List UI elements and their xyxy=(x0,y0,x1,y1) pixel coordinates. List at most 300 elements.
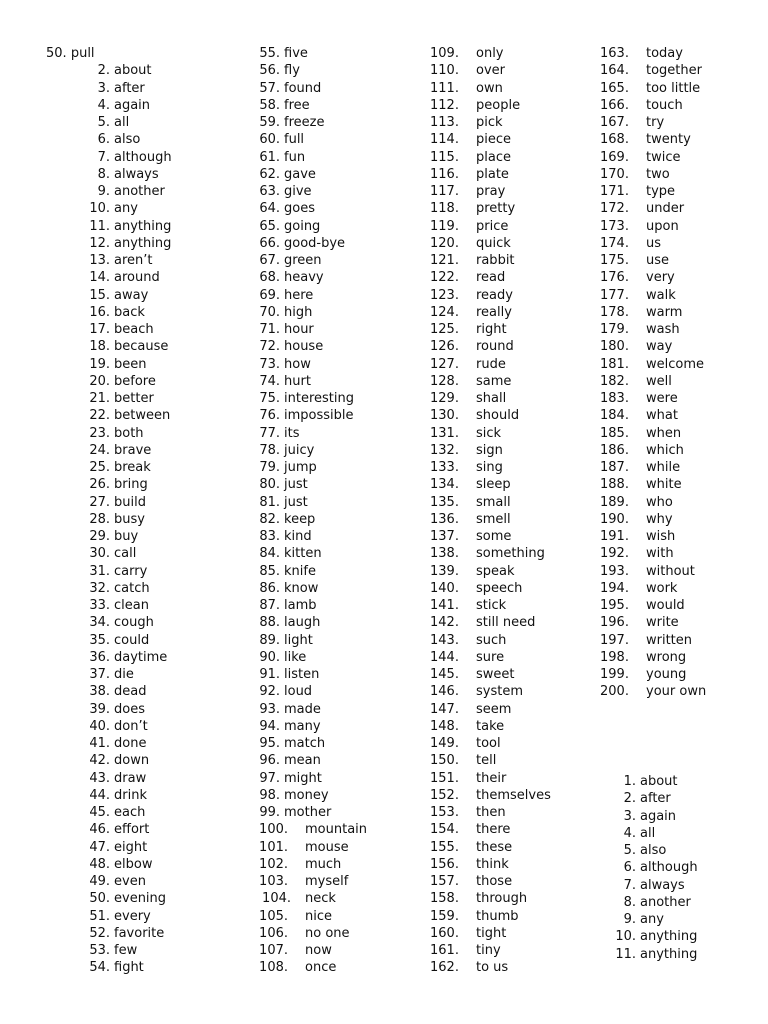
item-word: something xyxy=(476,546,545,562)
list-item xyxy=(240,131,367,148)
list-item xyxy=(240,321,367,338)
list-item xyxy=(240,890,367,907)
list-item xyxy=(590,773,698,790)
list-item xyxy=(420,476,551,493)
item-word: gave xyxy=(284,166,316,182)
item-word: build xyxy=(114,494,146,510)
item-word: made xyxy=(284,701,321,717)
list-item xyxy=(240,235,367,252)
item-number: 107. xyxy=(259,943,288,958)
item-word: much xyxy=(305,856,342,872)
item-number: 116. xyxy=(430,166,459,182)
item-number: 179. xyxy=(600,322,629,337)
list-item xyxy=(420,356,551,373)
item-word: each xyxy=(114,805,146,820)
list-item xyxy=(240,166,367,183)
list-item xyxy=(590,338,706,355)
item-word: shall xyxy=(476,391,507,406)
item-word: tight xyxy=(476,925,507,941)
item-number: 127. xyxy=(430,356,459,372)
item-word: under xyxy=(646,201,685,217)
list-item xyxy=(420,632,551,649)
item-word: over xyxy=(476,63,505,79)
item-word: well xyxy=(646,373,672,389)
item-word: thumb xyxy=(476,908,519,924)
item-word: try xyxy=(646,115,665,130)
list-item xyxy=(240,200,367,217)
list-item xyxy=(590,287,706,304)
item-number: 34. xyxy=(89,615,110,631)
item-number: 93. xyxy=(259,701,280,717)
item-number: 4. xyxy=(97,97,110,113)
list-item xyxy=(420,614,551,631)
list-item xyxy=(240,149,367,166)
item-word: beach xyxy=(114,322,154,337)
list-item xyxy=(420,770,551,787)
item-number: 53. xyxy=(89,943,110,958)
item-word: once xyxy=(305,960,337,976)
item-number: 152. xyxy=(430,787,459,803)
list-item xyxy=(420,269,551,286)
list-item xyxy=(240,390,367,407)
item-number: 177. xyxy=(600,287,629,303)
item-word: between xyxy=(114,408,171,424)
item-number: 149. xyxy=(430,736,459,751)
item-word: could xyxy=(114,632,150,648)
item-word: mouse xyxy=(305,839,349,855)
item-number: 187. xyxy=(600,460,629,475)
item-word: kitten xyxy=(284,546,322,562)
list-item xyxy=(420,183,551,200)
item-number: 67. xyxy=(259,253,280,268)
item-word: myself xyxy=(305,874,349,889)
item-word: tool xyxy=(476,736,501,751)
item-word: rude xyxy=(476,356,506,372)
list-item xyxy=(590,545,706,562)
list-item xyxy=(590,390,706,407)
item-number: 45. xyxy=(89,805,110,820)
item-word: with xyxy=(646,546,674,562)
item-number: 30. xyxy=(89,546,110,562)
item-number: 134. xyxy=(430,477,459,493)
item-word: anything xyxy=(640,929,698,945)
list-item xyxy=(70,614,172,631)
item-number: 96. xyxy=(259,753,280,769)
item-word: there xyxy=(476,822,511,838)
item-word: stick xyxy=(476,598,507,613)
item-number: 6. xyxy=(623,860,636,876)
item-word: round xyxy=(476,339,514,355)
item-word: sure xyxy=(476,649,505,665)
item-word: such xyxy=(476,632,507,648)
list-item xyxy=(70,701,172,718)
item-number: 172. xyxy=(600,201,629,217)
list-item xyxy=(70,908,172,925)
list-item xyxy=(70,752,172,769)
item-word: knife xyxy=(284,563,316,579)
item-word: juicy xyxy=(284,442,315,458)
item-word: catch xyxy=(114,580,150,596)
item-number: 75. xyxy=(259,391,280,406)
list-item xyxy=(590,459,706,476)
item-word: way xyxy=(646,339,673,355)
item-word: bring xyxy=(114,477,148,493)
item-number: 7. xyxy=(623,877,636,893)
item-number: 17. xyxy=(89,322,110,337)
item-number: 151. xyxy=(430,770,459,786)
item-word: same xyxy=(476,373,512,389)
item-number: 171. xyxy=(600,184,629,199)
item-word: welcome xyxy=(646,356,705,372)
item-word: still need xyxy=(476,615,536,631)
item-number: 90. xyxy=(259,649,280,665)
item-number: 97. xyxy=(259,770,280,786)
item-word: about xyxy=(640,774,678,789)
item-number: 11. xyxy=(615,946,636,962)
item-word: too little xyxy=(646,80,701,96)
item-word: lamb xyxy=(284,598,317,613)
list-item xyxy=(420,873,551,890)
list-item xyxy=(590,252,706,269)
item-word: found xyxy=(284,80,322,96)
list-item xyxy=(70,166,172,183)
list-item xyxy=(590,928,698,945)
list-item xyxy=(240,252,367,269)
list-item xyxy=(70,821,172,838)
item-word: smell xyxy=(476,511,511,527)
item-word: speech xyxy=(476,580,523,596)
list-item xyxy=(420,149,551,166)
item-word: any xyxy=(114,201,138,217)
item-number: 100. xyxy=(259,822,288,838)
list-item xyxy=(70,494,172,511)
item-word: break xyxy=(114,460,151,475)
list-item xyxy=(240,666,367,683)
list-item xyxy=(420,131,551,148)
item-number: 11. xyxy=(89,218,110,234)
item-number: 99. xyxy=(259,805,280,820)
item-number: 123. xyxy=(430,287,459,303)
list-item xyxy=(590,200,706,217)
item-number: 130. xyxy=(430,408,459,424)
item-number: 175. xyxy=(600,253,629,268)
item-word: without xyxy=(646,563,695,579)
list-item xyxy=(420,390,551,407)
list-item xyxy=(70,321,172,338)
item-number: 62. xyxy=(259,166,280,182)
list-item xyxy=(70,873,172,890)
item-number: 77. xyxy=(259,425,280,441)
list-item xyxy=(70,580,172,597)
item-number: 170. xyxy=(600,166,629,182)
item-word: really xyxy=(476,304,512,320)
item-number: 7. xyxy=(97,149,110,165)
item-word: even xyxy=(114,874,146,889)
item-word: own xyxy=(476,80,503,96)
item-number: 10. xyxy=(615,929,636,945)
list-item xyxy=(240,563,367,580)
item-word: your own xyxy=(646,684,707,700)
list-item xyxy=(240,287,367,304)
item-word: listen xyxy=(284,667,320,682)
list-item xyxy=(70,338,172,355)
list-item xyxy=(240,218,367,235)
list-item xyxy=(590,666,706,683)
item-number: 169. xyxy=(600,149,629,165)
list-item xyxy=(420,373,551,390)
list-item xyxy=(590,442,706,459)
item-number: 74. xyxy=(259,373,280,389)
item-word: also xyxy=(114,132,141,148)
list-item xyxy=(240,718,367,735)
list-item xyxy=(240,338,367,355)
item-number: 186. xyxy=(600,442,629,458)
item-word: fight xyxy=(114,960,144,976)
list-item xyxy=(590,149,706,166)
item-word: sleep xyxy=(476,477,511,493)
list-item xyxy=(420,735,551,752)
list-item xyxy=(70,269,172,286)
item-word: high xyxy=(284,304,313,320)
item-word: written xyxy=(646,632,693,648)
list-item xyxy=(240,183,367,200)
item-word: again xyxy=(114,97,151,113)
item-number: 164. xyxy=(600,63,629,79)
item-number: 190. xyxy=(600,511,629,527)
item-number: 44. xyxy=(89,787,110,803)
item-number: 43. xyxy=(89,770,110,786)
item-word: kind xyxy=(284,529,312,544)
list-item xyxy=(70,183,172,200)
item-word: anything xyxy=(114,218,172,234)
item-number: 36. xyxy=(89,649,110,665)
item-number: 37. xyxy=(89,667,110,682)
item-number: 137. xyxy=(430,529,459,544)
item-number: 113. xyxy=(430,115,459,130)
item-word: through xyxy=(476,891,528,907)
item-number: 159. xyxy=(430,908,459,924)
item-word: nice xyxy=(305,908,332,924)
list-item xyxy=(420,804,551,821)
list-item xyxy=(420,304,551,321)
item-number: 28. xyxy=(89,511,110,527)
list-item xyxy=(420,166,551,183)
list-item xyxy=(70,649,172,666)
item-number: 138. xyxy=(430,546,459,562)
list-item xyxy=(240,856,367,873)
item-number: 109. xyxy=(430,46,459,61)
item-number: 51. xyxy=(89,908,110,924)
list-item xyxy=(590,946,698,963)
list-item xyxy=(420,80,551,97)
item-word: just xyxy=(284,494,308,510)
item-word: system xyxy=(476,684,523,700)
item-number: 59. xyxy=(259,115,280,130)
list-item xyxy=(70,97,172,114)
item-number: 174. xyxy=(600,235,629,251)
item-word: why xyxy=(646,511,673,527)
item-number: 60. xyxy=(259,132,280,148)
item-number: 106. xyxy=(259,925,288,941)
item-number: 146. xyxy=(430,684,459,700)
list-item xyxy=(240,787,367,804)
item-number: 124. xyxy=(430,304,459,320)
item-number: 108. xyxy=(259,960,288,976)
item-word: carry xyxy=(114,563,148,579)
item-number: 26. xyxy=(89,477,110,493)
item-word: before xyxy=(114,373,156,389)
item-word: use xyxy=(646,253,670,268)
list-item xyxy=(420,787,551,804)
list-item xyxy=(590,373,706,390)
item-number: 101. xyxy=(259,839,288,855)
item-number: 24. xyxy=(89,442,110,458)
list-item xyxy=(240,839,367,856)
item-number: 55. xyxy=(259,46,280,61)
list-item xyxy=(240,114,367,131)
item-word: interesting xyxy=(284,391,354,406)
list-item xyxy=(240,304,367,321)
item-number: 166. xyxy=(600,97,629,113)
item-number: 82. xyxy=(259,511,280,527)
item-number: 160. xyxy=(430,925,459,941)
item-word: done xyxy=(114,736,147,751)
item-word: full xyxy=(284,132,305,148)
list-item xyxy=(70,476,172,493)
item-number: 72. xyxy=(259,339,280,355)
list-item xyxy=(240,683,367,700)
list-item xyxy=(240,770,367,787)
list-item xyxy=(70,683,172,700)
list-item xyxy=(590,183,706,200)
item-number: 102. xyxy=(259,856,288,872)
item-number: 161. xyxy=(430,943,459,958)
item-word: its xyxy=(284,425,300,441)
item-word: does xyxy=(114,701,145,717)
item-word: die xyxy=(114,667,134,682)
item-word: call xyxy=(114,546,137,562)
list-item xyxy=(420,218,551,235)
list-item xyxy=(420,200,551,217)
item-number: 63. xyxy=(259,184,280,199)
item-number: 114. xyxy=(430,132,459,148)
list-item xyxy=(420,62,551,79)
item-word: fun xyxy=(284,149,306,165)
item-word: match xyxy=(284,736,326,751)
item-word: laugh xyxy=(284,615,321,631)
item-word: would xyxy=(646,598,685,613)
item-number: 87. xyxy=(259,598,280,613)
header-number: 50. xyxy=(46,46,67,61)
item-word: think xyxy=(476,856,509,872)
item-number: 12. xyxy=(89,235,110,251)
item-number: 10. xyxy=(89,201,110,217)
item-number: 42. xyxy=(89,753,110,769)
item-number: 19. xyxy=(89,356,110,372)
list-item xyxy=(240,873,367,890)
item-word: after xyxy=(640,791,671,807)
list-item xyxy=(420,287,551,304)
item-word: although xyxy=(114,149,172,165)
item-number: 126. xyxy=(430,339,459,355)
list-item xyxy=(240,701,367,718)
item-number: 92. xyxy=(259,684,280,700)
item-number: 181. xyxy=(600,356,629,372)
item-word: who xyxy=(646,494,673,510)
list-item xyxy=(420,718,551,735)
item-number: 85. xyxy=(259,563,280,579)
list-item xyxy=(240,97,367,114)
list-item xyxy=(70,80,172,97)
item-word: favorite xyxy=(114,925,165,941)
list-item xyxy=(70,718,172,735)
list-item xyxy=(240,804,367,821)
item-number: 168. xyxy=(600,132,629,148)
item-number: 39. xyxy=(89,701,110,717)
item-number: 57. xyxy=(259,80,280,96)
item-number: 192. xyxy=(600,546,629,562)
item-number: 128. xyxy=(430,373,459,389)
item-word: elbow xyxy=(114,856,153,872)
list-item xyxy=(240,649,367,666)
item-number: 132. xyxy=(430,442,459,458)
item-word: ready xyxy=(476,287,513,303)
header-word: pull xyxy=(70,46,95,61)
list-item xyxy=(70,511,172,528)
item-number: 153. xyxy=(430,805,459,820)
item-number: 121. xyxy=(430,253,459,268)
item-number: 32. xyxy=(89,580,110,596)
item-word: brave xyxy=(114,442,152,458)
item-number: 81. xyxy=(259,494,280,510)
list-item xyxy=(590,580,706,597)
list-item xyxy=(240,269,367,286)
item-word: buy xyxy=(114,529,139,544)
item-word: another xyxy=(114,184,165,199)
list-item xyxy=(420,563,551,580)
item-number: 200. xyxy=(600,684,629,700)
item-number: 112. xyxy=(430,97,459,113)
item-word: green xyxy=(284,253,322,268)
list-item xyxy=(590,425,706,442)
item-number: 193. xyxy=(600,563,629,579)
item-number: 129. xyxy=(430,391,459,406)
list-item xyxy=(240,442,367,459)
item-word: some xyxy=(476,529,512,544)
item-word: quick xyxy=(476,235,511,251)
item-number: 117. xyxy=(430,184,459,199)
list-item xyxy=(70,856,172,873)
item-number: 6. xyxy=(97,132,110,148)
list-item xyxy=(70,890,172,907)
item-number: 71. xyxy=(259,322,280,337)
list-item xyxy=(70,356,172,373)
list-item xyxy=(240,528,367,545)
item-number: 136. xyxy=(430,511,459,527)
list-item xyxy=(240,476,367,493)
list-item xyxy=(240,580,367,597)
list-item xyxy=(70,200,172,217)
list-item xyxy=(70,942,172,959)
item-number: 2. xyxy=(623,791,636,807)
item-word: busy xyxy=(114,511,145,527)
item-word: impossible xyxy=(284,408,354,424)
item-number: 68. xyxy=(259,270,280,286)
item-number: 16. xyxy=(89,304,110,320)
item-number: 88. xyxy=(259,615,280,631)
item-word: few xyxy=(114,943,138,958)
item-word: small xyxy=(476,494,511,510)
